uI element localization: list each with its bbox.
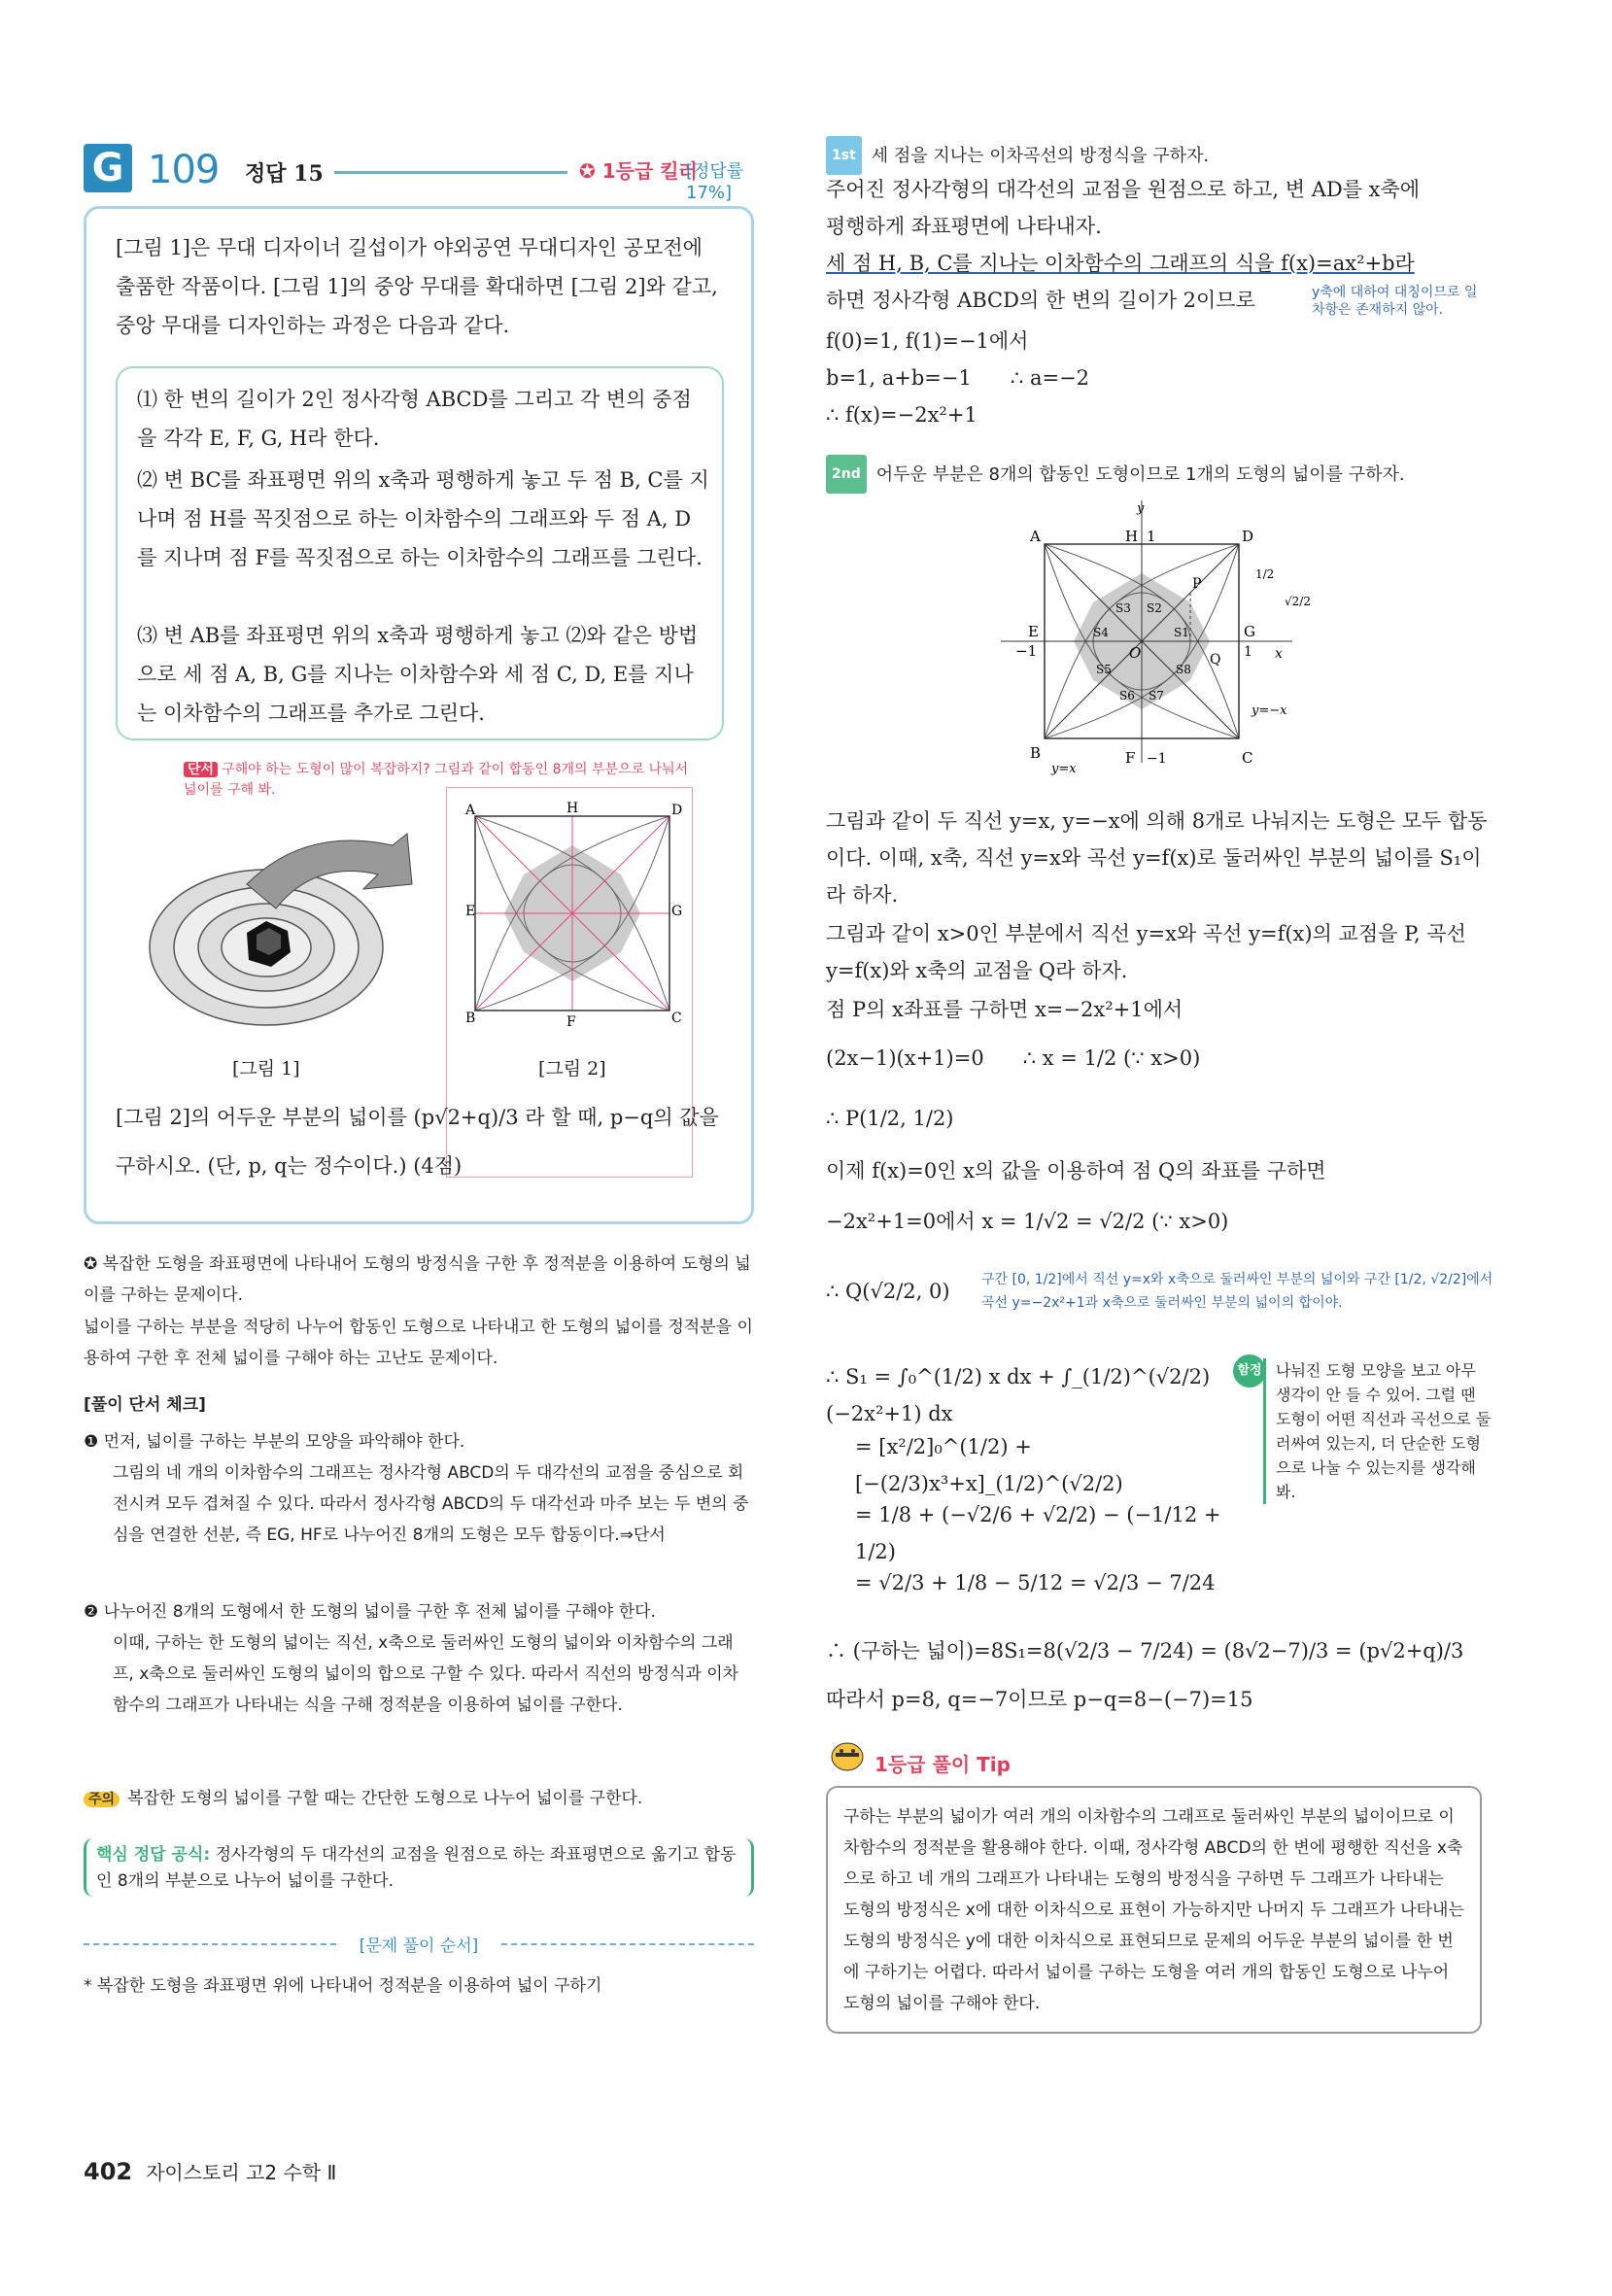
graph-region-s6: S6: [1119, 689, 1135, 703]
graph-label-b: B: [1030, 744, 1042, 762]
core-tag: 핵심 정답 공식:: [96, 1845, 211, 1865]
graph-label-p: P: [1192, 576, 1202, 592]
graph-line-y-neg-x: y=−x: [1252, 703, 1287, 718]
caution-line: [84, 1783, 754, 1815]
caution-text: 복잡한 도형의 넓이를 구할 때는 간단한 도형으로 나누어 넓이를 구한다.: [127, 1789, 643, 1808]
trap-hint: [1237, 1358, 1494, 1504]
step-1-head-text: 세 점을 지나는 이차곡선의 방정식을 구하자.: [871, 146, 1210, 166]
graph-label-e: E: [1028, 623, 1039, 640]
tip-text: 구하는 부분의 넓이가 여러 개의 이차함수의 그래프로 둘러싸인 부분의 넓이이므로 이차함수의 정적분을 활용해야 한다. 이때, 정사각형 ABCD의 한 변에 평행한 직선을 x축으로 하고 네 개의 그래프가 나타내는 도형의 방정식을 구하면 두 그래프가 나타내는 도형의 방정식은 x에 대한 이차식으로 표현이 가능하지만 나머지 두 그래프가 나타내는 도형의 방정식은 y에 대한 이차식으로 표현되므로 문제의 어두운 부분의 넓이를 한 번에 구하기는 어렵다. 따라서 넓이를 구하는 도형을 여러 개의 합동인 도형으로 나누어 도형의 넓이를 구해야 한다.: [843, 1807, 1464, 2013]
explanation-lead-2: 넓이를 구하는 부분을 적당히 나누어 합동인 도형으로 나타내고 한 도형의 넓이를 정적분을 이용하여 구한 후 전체 넓이를 구해야 하는 고난도 문제이다.: [84, 1318, 753, 1368]
tip-heading: 1등급 풀이 Tip: [875, 1753, 1011, 1776]
page-number: 402: [84, 2158, 133, 2185]
procedure-box: [116, 366, 724, 740]
check-1-body: 그림의 네 개의 이차함수의 그래프는 정사각형 ABCD의 두 대각선의 교점을 중심으로 회전시켜 모두 겹쳐질 수 있다. 따라서 정사각형 ABCD의 두 대각선과 마주 보는 두 변의 중심을 연결한 선분, 즉 EG, HF로 나누어진 8개의 도형은 모두 합동이다.⇒단서: [113, 1463, 749, 1545]
solution-order-title: [문제 풀이 순서]: [84, 1932, 754, 1956]
graph-label-d: D: [1242, 528, 1254, 545]
graph-label-1: 1: [1244, 644, 1252, 660]
procedure-step-1: ⑴ 한 변의 길이가 2인 정사각형 ABCD를 그리고 각 변의 중점을 각각 E, F, G, H라 한다.: [137, 388, 692, 450]
section-badge: G: [84, 144, 132, 192]
graph-label-q: Q: [1210, 652, 1221, 668]
fig2-label-e: E: [465, 904, 476, 919]
solution-order-item: * 복잡한 도형을 좌표평면 위에 나타내어 정적분을 이용하여 넓이 구하기: [84, 1976, 602, 1996]
check-1-title: ❶ 먼저, 넓이를 구하는 부분의 모양을 파악해야 한다.: [84, 1432, 465, 1452]
caution-tag: 주의: [84, 1792, 120, 1807]
killer-badge: ✪ 1등급 킬러: [579, 159, 698, 183]
page-footer: [84, 2157, 336, 2185]
problem-question: [그림 2]의 어두운 부분의 넓이를 (p√2+q)/3 라 할 때, p−q의 값을 구하시오. (단, p, q는 정수이다.) (4점): [116, 1106, 719, 1178]
tip-box: [826, 1786, 1482, 2034]
book-title: 자이스토리 고2 수학 Ⅱ: [146, 2161, 337, 2184]
s1-line-4: 하면 정사각형 ABCD의 한 변의 길이가 2이므로: [826, 289, 1255, 312]
header-divider: [334, 171, 567, 174]
s1-side-note: y축에 대하여 대칭이므로 일차항은 존재하지 않아.: [1312, 285, 1478, 318]
procedure-step-2: ⑵ 변 BC를 좌표평면 위의 x축과 평행하게 놓고 두 점 B, C를 지나며 점 H를 꼭짓점으로 하는 이차함수의 그래프와 두 점 A, D를 지나며 점 F를 꼭짓점으로 하는 이차함수의 그래프를 그린다.: [137, 468, 709, 569]
graph-region-s5: S5: [1096, 663, 1112, 676]
sol-final-answer: 따라서 p=8, q=−7이므로 p−q=8−(−7)=15: [826, 1688, 1253, 1711]
graph-label-neg1-b: −1: [1147, 751, 1167, 767]
sol-area-result: ∴ (구하는 넓이)=8S₁=8(√2/3 − 7/24) = (8√2−7)/3 = (p√2+q)/3: [826, 1639, 1464, 1662]
fig2-label-c: C: [671, 1011, 682, 1026]
graph-label-o: O: [1129, 644, 1142, 662]
correct-rate: [정답률 17%]: [686, 161, 744, 203]
graph-y-axis: y: [1137, 501, 1145, 516]
explanation-lead: ✪ 복잡한 도형을 좌표평면에 나타내어 도형의 방정식을 구한 후 정적분을 이용하여 도형의 넓이를 구하는 문제이다.: [84, 1254, 751, 1305]
step-2-heading: [826, 455, 1405, 494]
s1-line-5: f(0)=1, f(1)=−1에서: [826, 329, 1029, 353]
graph-label-c: C: [1242, 749, 1253, 767]
s1-line-3: 세 점 H, B, C를 지나는 이차함수의 그래프의 식을 f(x)=ax²+b라: [826, 252, 1415, 275]
fig2-label-b: B: [465, 1011, 476, 1026]
solution-graph: [1001, 500, 1321, 782]
check-2-title: ❷ 나누어진 8개의 도형에서 한 도형의 넓이를 구한 후 전체 넓이를 구해야 한다.: [84, 1602, 656, 1622]
sol-line-5: ∴ P(1/2, 1/2): [826, 1107, 954, 1130]
check-2-body: 이때, 구하는 한 도형의 넓이는 직선, x축으로 둘러싸인 도형의 넓이와 이차함수의 그래프, x축으로 둘러싸인 도형의 넓이의 합으로 구할 수 있다. 따라서 직선의 방정식과 이차함수의 그래프가 나타내는 식을 구해 정적분을 이용하여 넓이를 구한다.: [113, 1633, 739, 1715]
sol-line-7: −2x²+1=0에서 x = 1/√2 = √2/2 (∵ x>0): [826, 1210, 1229, 1233]
core-text: 정사각형의 두 대각선의 교점을 원점으로 하는 좌표평면으로 옮기고 합동인 8개의 부분으로 나누어 넓이를 구한다.: [96, 1845, 737, 1891]
graph-region-s8: S8: [1176, 663, 1191, 676]
s1-line-7: ∴ f(x)=−2x²+1: [826, 403, 977, 427]
procedure-step-3: ⑶ 변 AB를 좌표평면 위의 x축과 평행하게 놓고 ⑵와 같은 방법으로 세 점 A, B, G를 지나는 이차함수와 세 점 C, D, E를 지나는 이차함수의 그래프를 추가로 그린다.: [137, 624, 699, 725]
graph-x-axis: x: [1275, 646, 1283, 662]
sol-paragraph-2: 그림과 같이 x>0인 부분에서 직선 y=x와 곡선 y=f(x)의 교점을 P, 곡선 y=f(x)와 x축의 교점을 Q라 하자.: [826, 922, 1466, 982]
fig2-label-d: D: [671, 803, 683, 818]
graph-region-s2: S2: [1147, 601, 1162, 615]
problem-intro: [그림 1]은 무대 디자이너 길섭이가 야외공연 무대디자인 공모전에 출품한 작품이다. [그림 1]의 중앙 무대를 확대하면 [그림 2]와 같고, 중앙 무대를 디자인하는 과정은 다음과 같다.: [116, 236, 718, 337]
step-2-head-text: 어두운 부분은 8개의 합동인 도형이므로 1개의 도형의 넓이를 구하자.: [875, 464, 1405, 485]
answer-label: 정답 15: [245, 161, 324, 187]
sol-paragraph-3: 점 P의 x좌표를 구하면 x=−2x²+1에서: [826, 998, 1183, 1021]
problem-header: [84, 144, 754, 203]
graph-label-half: 1/2: [1255, 567, 1275, 581]
figure-1-caption: [그림 1]: [232, 1058, 300, 1079]
check-title: [풀이 단서 체크]: [84, 1395, 206, 1415]
sol-line-8: ∴ Q(√2/2, 0): [826, 1280, 950, 1303]
graph-region-s4: S4: [1093, 626, 1109, 639]
graph-region-s3: S3: [1115, 601, 1131, 615]
sol-line-4: (2x−1)(x+1)=0 ∴ x = 1/2 (∵ x>0): [826, 1046, 1201, 1070]
s1-line-6: b=1, a+b=−1 ∴ a=−2: [826, 366, 1090, 390]
sol-paragraph-1: 그림과 같이 두 직선 y=x, y=−x에 의해 8개로 나눠지는 도형은 모두 합동이다. 이때, x축, 직선 y=x와 곡선 y=f(x)로 둘러싸인 부분의 넓이를 S₁이라 하자.: [826, 809, 1488, 907]
graph-label-a: A: [1030, 528, 1041, 545]
trap-text: 나눠진 도형 모양을 보고 아무 생각이 안 들 수 있어. 그럴 땐 도형이 어떤 직선과 곡선으로 둘러싸여 있는지, 더 단순한 도형으로 나눌 수 있는지를 생각해 봐.: [1276, 1361, 1492, 1501]
graph-label-g: G: [1244, 623, 1255, 640]
figure-1-stage: [130, 816, 422, 1049]
problem-box: [84, 206, 754, 1224]
step-1-heading: [826, 136, 1209, 175]
interval-side-note: 구간 [0, 1/2]에서 직선 y=x와 x축으로 둘러싸인 부분의 넓이와 구간 [1/2, √2/2]에서 곡선 y=−2x²+1과 x축으로 둘러싸인 부분의 넓이의 합이야.: [981, 1272, 1493, 1311]
clue-tag: 단서: [184, 762, 218, 777]
graph-line-y-x: y=x: [1051, 762, 1077, 776]
sol-line-6: 이제 f(x)=0인 x의 값을 이용하여 점 Q의 좌표를 구하면: [826, 1159, 1326, 1182]
graph-label-h: H: [1125, 528, 1139, 545]
sol-integral-4: = √2/3 + 1/8 − 5/12 = √2/3 − 7/24: [855, 1571, 1216, 1594]
sol-integral-3: = 1/8 + (−√2/6 + √2/2) − (−1/12 + 1/2): [855, 1503, 1221, 1563]
graph-region-s1: S1: [1174, 626, 1189, 639]
graph-label-1-top: 1: [1147, 528, 1156, 545]
fig2-label-g: G: [671, 904, 683, 919]
bee-icon: [826, 1731, 869, 1774]
graph-label-root2-half: √2/2: [1285, 595, 1311, 608]
step-2-badge: 2nd: [826, 455, 867, 494]
graph-label-neg1: −1: [1015, 642, 1038, 660]
s1-line-1: 주어진 정사각형의 대각선의 교점을 원점으로 하고, 변 AD를 x축에: [826, 178, 1421, 201]
fig2-label-a: A: [465, 803, 476, 818]
fig2-label-h: H: [566, 801, 579, 816]
figure-2-caption: [그림 2]: [538, 1058, 606, 1079]
graph-region-s7: S7: [1149, 689, 1164, 703]
sol-integral-1: ∴ S₁ = ∫₀^(1/2) x dx + ∫_(1/2)^(√2/2) (−2x²+1) dx: [826, 1365, 1211, 1425]
step-1-badge: 1st: [826, 136, 862, 175]
problem-number: 109: [148, 148, 220, 192]
core-formula-box: [84, 1838, 754, 1897]
fig2-label-f: F: [566, 1014, 576, 1030]
sol-integral-2: = [x²/2]₀^(1/2) + [−(2/3)x³+x]_(1/2)^(√2/2): [855, 1435, 1123, 1495]
s1-line-2: 평행하게 좌표평면에 나타내자.: [826, 215, 1102, 238]
figure-2-diagram: [465, 801, 683, 1040]
graph-label-f: F: [1125, 749, 1136, 767]
clue-text: 구해야 하는 도형이 많이 복잡하지? 그림과 같이 합동인 8개의 부분으로 나눠서 넓이를 구해 봐.: [184, 762, 689, 798]
trap-tag: 함정: [1233, 1354, 1266, 1388]
